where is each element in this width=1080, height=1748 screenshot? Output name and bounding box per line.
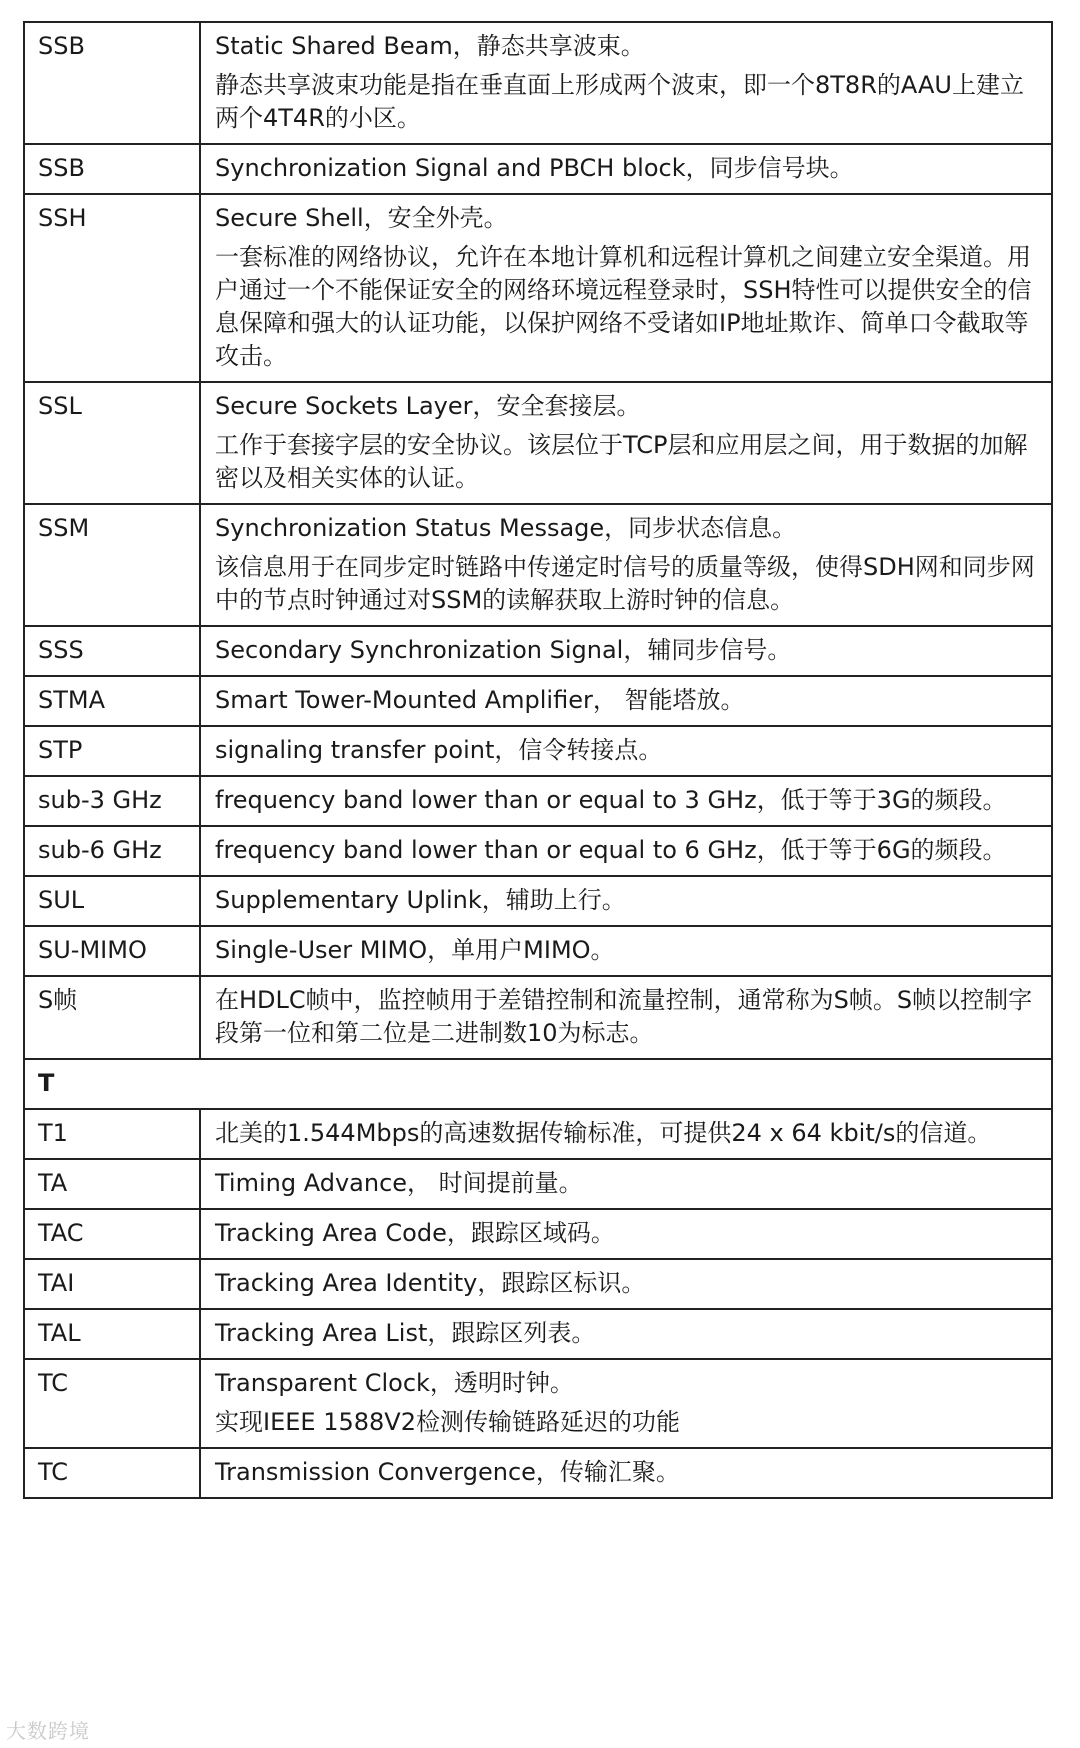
term-cell: SSB	[24, 144, 200, 194]
definition-cell	[200, 1209, 1052, 1259]
definition-expansion: Smart Tower-Mounted Amplifier， 智能塔放。	[215, 686, 745, 714]
definition-cell	[200, 144, 1052, 194]
term-cell: sub-6 GHz	[24, 826, 200, 876]
definition-cell	[200, 194, 1052, 382]
definition-description: 一套标准的网络协议，允许在本地计算机和远程计算机之间建立安全渠道。用户通过一个不能保证安全的网络环境远程登录时，SSH特性可以提供安全的信息保障和强大的认证功能，以保护网络不受诸如IP地址欺诈、简单口令截取等攻击。	[215, 243, 1032, 370]
definition-cell	[200, 1159, 1052, 1209]
table-row	[24, 1209, 1052, 1259]
term-cell: TC	[24, 1359, 200, 1448]
definition-expansion: Tracking Area Identity，跟踪区标识。	[215, 1269, 646, 1297]
table-row	[24, 876, 1052, 926]
definition-description: 实现IEEE 1588V2检测传输链路延迟的功能	[215, 1408, 680, 1436]
definition-expansion: Transmission Convergence，传输汇聚。	[215, 1458, 680, 1486]
table-row	[24, 1259, 1052, 1309]
definition-expansion: Static Shared Beam，静态共享波束。	[215, 32, 645, 60]
term-cell: SSB	[24, 22, 200, 144]
glossary-table-body	[24, 22, 1052, 1498]
term-cell: TAL	[24, 1309, 200, 1359]
term-cell: SSS	[24, 626, 200, 676]
table-row	[24, 726, 1052, 776]
definition-cell	[200, 382, 1052, 504]
definition-expansion: frequency band lower than or equal to 3 GHz，低于等于3G的频段。	[215, 786, 1007, 814]
table-row	[24, 926, 1052, 976]
definition-expansion: signaling transfer point，信令转接点。	[215, 736, 663, 764]
definition-expansion: Tracking Area Code，跟踪区域码。	[215, 1219, 615, 1247]
term-cell: TA	[24, 1159, 200, 1209]
definition-expansion: frequency band lower than or equal to 6 GHz，低于等于6G的频段。	[215, 836, 1007, 864]
definition-cell	[200, 876, 1052, 926]
table-row	[24, 1109, 1052, 1159]
table-row	[24, 1309, 1052, 1359]
table-row	[24, 504, 1052, 626]
definition-expansion: 北美的1.544Mbps的高速数据传输标准，可提供24 x 64 kbit/s的信道。	[215, 1119, 992, 1147]
definition-description: 静态共享波束功能是指在垂直面上形成两个波束，即一个8T8R的AAU上建立两个4T4R的小区。	[215, 71, 1024, 132]
term-cell: SSH	[24, 194, 200, 382]
definition-expansion: Transparent Clock，透明时钟。	[215, 1369, 574, 1397]
term-cell: TAI	[24, 1259, 200, 1309]
table-row	[24, 626, 1052, 676]
term-cell: sub-3 GHz	[24, 776, 200, 826]
term-cell: TC	[24, 1448, 200, 1498]
table-row	[24, 776, 1052, 826]
table-row	[24, 144, 1052, 194]
definition-cell	[200, 1259, 1052, 1309]
definition-expansion: Timing Advance， 时间提前量。	[215, 1169, 583, 1197]
definition-expansion: Tracking Area List，跟踪区列表。	[215, 1319, 596, 1347]
definition-expansion: Synchronization Status Message，同步状态信息。	[215, 514, 797, 542]
table-row	[24, 1448, 1052, 1498]
definition-cell	[200, 726, 1052, 776]
table-row	[24, 382, 1052, 504]
definition-expansion: Single-User MIMO，单用户MIMO。	[215, 936, 615, 964]
definition-cell	[200, 826, 1052, 876]
term-cell: S帧	[24, 976, 200, 1059]
definition-cell	[200, 1359, 1052, 1448]
definition-description: 工作于套接字层的安全协议。该层位于TCP层和应用层之间，用于数据的加解密以及相关实体的认证。	[215, 431, 1028, 492]
definition-cell	[200, 626, 1052, 676]
table-row	[24, 1359, 1052, 1448]
term-cell: T1	[24, 1109, 200, 1159]
definition-expansion: Secure Shell，安全外壳。	[215, 204, 508, 232]
definition-cell	[200, 776, 1052, 826]
table-row	[24, 22, 1052, 144]
watermark-text: 大数跨境	[6, 1719, 90, 1743]
term-cell: STMA	[24, 676, 200, 726]
term-cell: SUL	[24, 876, 200, 926]
term-cell: STP	[24, 726, 200, 776]
table-row	[24, 676, 1052, 726]
definition-cell	[200, 22, 1052, 144]
definition-cell	[200, 1309, 1052, 1359]
term-cell: SU-MIMO	[24, 926, 200, 976]
definition-cell	[200, 976, 1052, 1059]
term-cell: SSM	[24, 504, 200, 626]
section-heading: T	[24, 1059, 1052, 1109]
definition-expansion: Secondary Synchronization Signal，辅同步信号。	[215, 636, 792, 664]
definition-cell	[200, 676, 1052, 726]
glossary-table	[23, 21, 1053, 1499]
definition-expansion: 在HDLC帧中，监控帧用于差错控制和流量控制，通常称为S帧。S帧以控制字段第一位和第二位是二进制数10为标志。	[215, 986, 1033, 1047]
table-row	[24, 194, 1052, 382]
definition-cell	[200, 1109, 1052, 1159]
term-cell: SSL	[24, 382, 200, 504]
definition-expansion: Secure Sockets Layer，安全套接层。	[215, 392, 641, 420]
definition-cell	[200, 926, 1052, 976]
table-row	[24, 976, 1052, 1059]
table-row	[24, 826, 1052, 876]
section-row	[24, 1059, 1052, 1109]
definition-expansion: Synchronization Signal and PBCH block，同步信号块。	[215, 154, 854, 182]
term-cell: TAC	[24, 1209, 200, 1259]
definition-cell	[200, 504, 1052, 626]
definition-expansion: Supplementary Uplink，辅助上行。	[215, 886, 626, 914]
definition-description: 该信息用于在同步定时链路中传递定时信号的质量等级，使得SDH网和同步网中的节点时钟通过对SSM的读解获取上游时钟的信息。	[215, 553, 1035, 614]
definition-cell	[200, 1448, 1052, 1498]
table-row	[24, 1159, 1052, 1209]
